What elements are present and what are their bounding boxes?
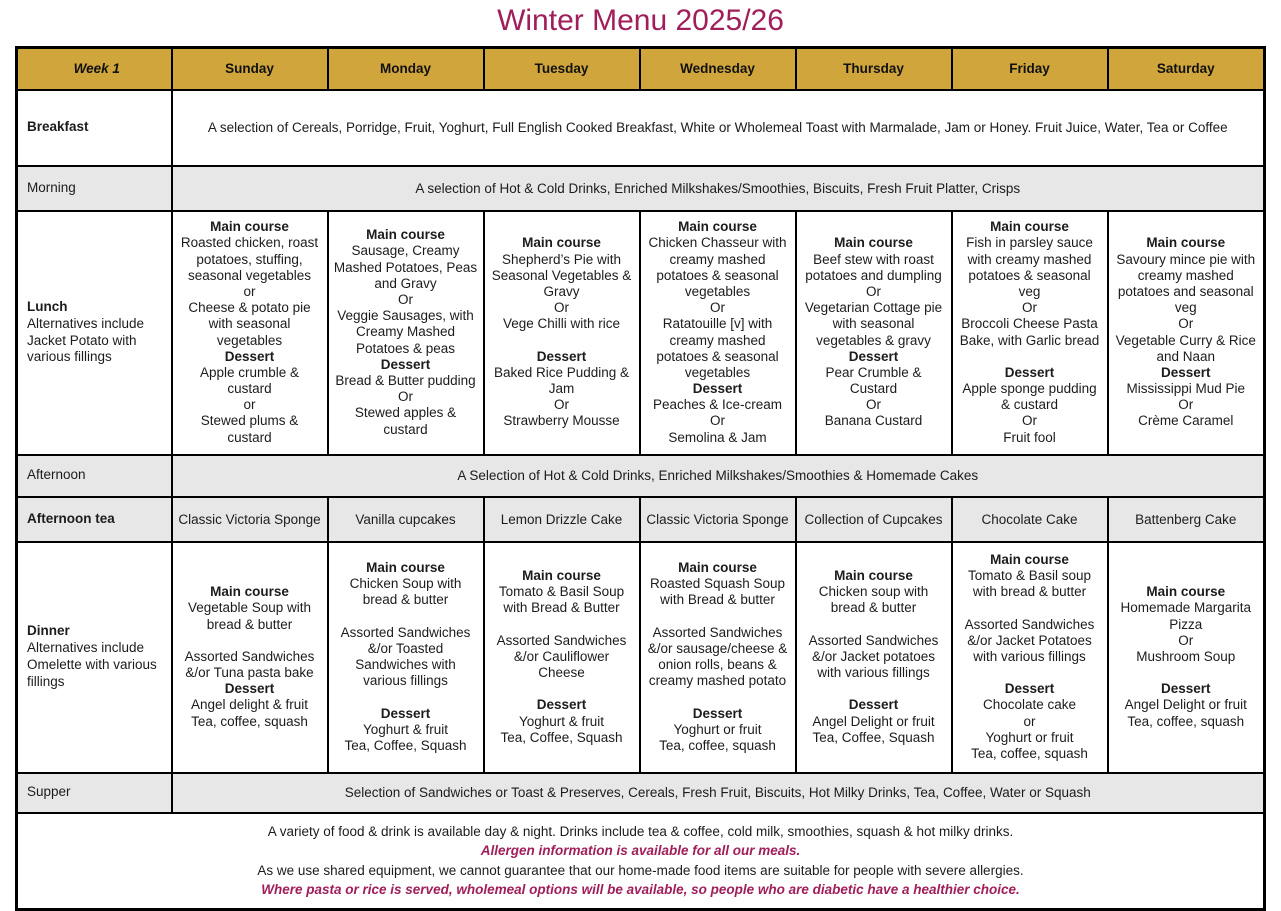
supper-row — [17, 773, 1265, 813]
day-header-thursday: Thursday — [796, 48, 952, 90]
day-header-friday: Friday — [952, 48, 1108, 90]
footer-line-3: As we use shared equipment, we cannot guarantee that our home-made food items are suitable for people with severe allergies. — [257, 862, 1024, 878]
day-header-row — [17, 48, 1265, 90]
afternoon-row-label: Afternoon — [17, 455, 172, 497]
dinner-cell-saturday: Main course Homemade Margarita Pizza Or Mushroom Soup Dessert Angel Delight or fruit Tea, coffee, squash — [1108, 542, 1265, 773]
lunch-cell-monday: Main course Sausage, Creamy Mashed Potatoes, Peas and Gravy Or Veggie Sausages, with Creamy Mashed Potatoes & peas Dessert Bread & Butter pudding Or Stewed apples & custard — [328, 211, 484, 455]
afternoon-tea-cell-tuesday: Lemon Drizzle Cake — [484, 497, 640, 542]
day-header-saturday: Saturday — [1108, 48, 1265, 90]
footer-line-4: Where pasta or rice is served, wholemeal options will be available, so people who are diabetic have a healthier choice. — [261, 882, 1020, 898]
dinner-row-label — [17, 542, 172, 773]
day-header-monday: Monday — [328, 48, 484, 90]
winter-menu-table — [15, 46, 1266, 911]
day-header-wednesday: Wednesday — [640, 48, 796, 90]
week-label: Week 1 — [17, 48, 172, 90]
afternoon-tea-cell-monday: Vanilla cupcakes — [328, 497, 484, 542]
afternoon-tea-cell-thursday: Collection of Cupcakes — [796, 497, 952, 542]
dinner-label: Dinner — [27, 623, 70, 639]
footer-row — [17, 813, 1265, 910]
breakfast-row — [17, 90, 1265, 166]
supper-row-label: Supper — [17, 773, 172, 813]
footer-notes — [17, 813, 1265, 910]
lunch-cell-saturday: Main course Savoury mince pie with creamy mashed potatoes and seasonal veg Or Vegetable Curry & Rice and Naan Dessert Mississippi Mud Pie Or Crème Caramel — [1108, 211, 1265, 455]
morning-content: A selection of Hot & Cold Drinks, Enriched Milkshakes/Smoothies, Biscuits, Fresh Fruit Platter, Crisps — [172, 166, 1265, 211]
dinner-cell-monday: Main course Chicken Soup with bread & butter Assorted Sandwiches &/or Toasted Sandwiches with various fillings Dessert Yoghurt & fruit Tea, Coffee, Squash — [328, 542, 484, 773]
footer-line-2: Allergen information is available for all our meals. — [480, 843, 801, 859]
page-title: Winter Menu 2025/26 — [497, 4, 784, 37]
afternoon-content: A Selection of Hot & Cold Drinks, Enriched Milkshakes/Smoothies & Homemade Cakes — [172, 455, 1265, 497]
dinner-cell-thursday: Main course Chicken soup with bread & butter Assorted Sandwiches &/or Jacket potatoes with various fillings Dessert Angel Delight or fruit Tea, Coffee, Squash — [796, 542, 952, 773]
morning-row-label: Morning — [17, 166, 172, 211]
afternoon-tea-cell-saturday: Battenberg Cake — [1108, 497, 1265, 542]
lunch-row — [17, 211, 1265, 455]
afternoon-tea-cell-wednesday: Classic Victoria Sponge — [640, 497, 796, 542]
afternoon-tea-row-label: Afternoon tea — [17, 497, 172, 542]
afternoon-tea-row — [17, 497, 1265, 542]
morning-row — [17, 166, 1265, 211]
day-header-tuesday: Tuesday — [484, 48, 640, 90]
dinner-sublabel: Alternatives include Omelette with various fillings — [27, 640, 157, 689]
lunch-cell-friday: Main course Fish in parsley sauce with creamy mashed potatoes & seasonal veg Or Broccoli Cheese Pasta Bake, with Garlic bread Dessert Apple sponge pudding & custard Or Fruit fool — [952, 211, 1108, 455]
afternoon-row — [17, 455, 1265, 497]
lunch-row-label — [17, 211, 172, 455]
dinner-cell-sunday: Main course Vegetable Soup with bread & butter Assorted Sandwiches &/or Tuna pasta bake Dessert Angel delight & fruit Tea, coffee, squash — [172, 542, 328, 773]
afternoon-tea-cell-sunday: Classic Victoria Sponge — [172, 497, 328, 542]
lunch-label: Lunch — [27, 298, 68, 314]
breakfast-content: A selection of Cereals, Porridge, Fruit, Yoghurt, Full English Cooked Breakfast, White or Wholemeal Toast with Marmalade, Jam or Honey. Fruit Juice, Water, Tea or Coffee — [172, 90, 1265, 166]
lunch-cell-wednesday: Main course Chicken Chasseur with creamy mashed potatoes & seasonal vegetables Or Ratatouille [v] with creamy mashed potatoes & seasonal vegetables Dessert Peaches & Ice-cream Or Semolina & Jam — [640, 211, 796, 455]
day-header-sunday: Sunday — [172, 48, 328, 90]
dinner-cell-tuesday: Main course Tomato & Basil Soup with Bread & Butter Assorted Sandwiches &/or Cauliflower Cheese Dessert Yoghurt & fruit Tea, Coffee, Squash — [484, 542, 640, 773]
lunch-cell-tuesday: Main course Shepherd’s Pie with Seasonal Vegetables & Gravy Or Vege Chilli with rice Dessert Baked Rice Pudding & Jam Or Strawberry Mousse — [484, 211, 640, 455]
lunch-sublabel: Alternatives include Jacket Potato with various fillings — [27, 315, 145, 365]
lunch-cell-thursday: Main course Beef stew with roast potatoes and dumpling Or Vegetarian Cottage pie with seasonal vegetables & gravy Dessert Pear Crumble & Custard Or Banana Custard — [796, 211, 952, 455]
supper-content: Selection of Sandwiches or Toast & Preserves, Cereals, Fresh Fruit, Biscuits, Hot Milky Drinks, Tea, Coffee, Water or Squash — [172, 773, 1265, 813]
footer-line-1: A variety of food & drink is available day & night. Drinks include tea & coffee, cold milk, smoothies, squash & hot milky drinks. — [267, 823, 1014, 839]
afternoon-tea-cell-friday: Chocolate Cake — [952, 497, 1108, 542]
breakfast-row-label: Breakfast — [17, 90, 172, 166]
dinner-cell-wednesday: Main course Roasted Squash Soup with Bread & butter Assorted Sandwiches &/or sausage/cheese & onion rolls, beans & creamy mashed potato Dessert Yoghurt or fruit Tea, coffee, squash — [640, 542, 796, 773]
lunch-cell-sunday: Main course Roasted chicken, roast potatoes, stuffing, seasonal vegetables or Cheese & potato pie with seasonal vegetables Dessert Apple crumble & custard or Stewed plums & custard — [172, 211, 328, 455]
dinner-cell-friday: Main course Tomato & Basil soup with bread & butter Assorted Sandwiches &/or Jacket Potatoes with various fillings Dessert Chocolate cake or Yoghurt or fruit Tea, coffee, squash — [952, 542, 1108, 773]
dinner-row — [17, 542, 1265, 773]
